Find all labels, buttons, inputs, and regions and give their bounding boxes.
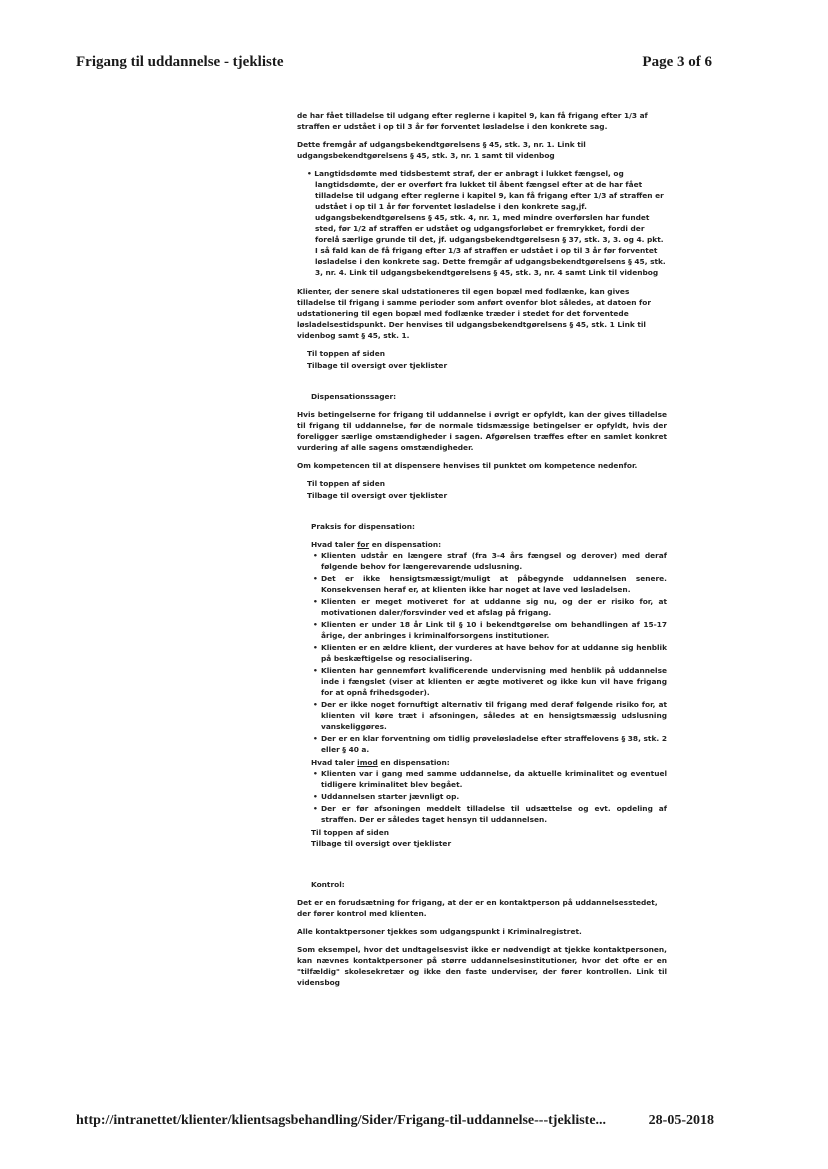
dispensation-heading: Dispensationssager: <box>311 392 397 401</box>
list-item: • Klienten er under 18 år Link til § 10 i bekendtgørelse om behandlingen af 15-17 årige, der anbringes i kriminalforsorgens institutioner. <box>321 619 667 641</box>
page-number: Page 3 of 6 <box>642 54 712 70</box>
link-back-to-checklists-3[interactable]: Tilbage til oversigt over tjeklister <box>311 839 452 848</box>
link-vidensbog[interactable]: Link til vidensbog <box>297 967 668 987</box>
link-back-to-checklists-2[interactable]: Tilbage til oversigt over tjeklister <box>307 491 448 500</box>
praksis-heading: Praksis for dispensation: <box>311 522 415 531</box>
intro-paragraph-1: de har fået tilladelse til udgang efter reglerne i kapitel 9, kan få frigang efter 1/3 af straffen er udstået i op til 3 år før forventet løsladelse i den konkrete sag. <box>297 111 648 131</box>
list-item: • Der er før afsoningen meddelt tilladelse til udsættelse og evt. opdeling af straffen. Der er således taget hensyn til uddannelsen. <box>321 803 667 825</box>
kontrol-paragraph-2: Alle kontaktpersoner tjekkes som udgangspunkt i Kriminalregistret. <box>297 927 582 936</box>
intro-paragraph-2: Dette fremgår af udgangsbekendtgørelsens § 45, stk. 3, nr. 1. Link til udgangsbekendtgørelsens § 45, stk. 3, nr. 1 samt til videnbog <box>297 140 586 160</box>
link-videnbog[interactable]: samt til videnbog <box>481 151 555 160</box>
page-header <box>76 54 712 71</box>
link-videnbog-3[interactable]: Link til videnbog samt <box>297 320 646 340</box>
list-item: • Uddannelsen starter jævnligt op. <box>321 791 667 802</box>
list-item: • Der er en klar forventning om tidlig prøveløsladelse efter straffelovens § 38, stk. 2 eller § 40 a. <box>321 733 667 755</box>
link-to-top[interactable]: Til toppen af siden <box>307 349 385 358</box>
link-back-to-checklists[interactable]: Tilbage til oversigt over tjeklister <box>307 361 448 370</box>
list-item: • Klienten var i gang med samme uddannelse, da aktuelle kriminalitet og eventuel tidligere kriminalitet blev begået. <box>321 768 667 790</box>
praksis-section <box>311 539 667 849</box>
kontrol-heading: Kontrol: <box>311 880 345 889</box>
list-item: • Der er ikke noget fornuftigt alternativ til frigang med deraf følgende risiko for, at klienten vil køre træt i afsoningen, således at en hensigtsmæssig udslusning vanskeliggøres. <box>321 699 667 732</box>
nav-links-2 <box>307 478 667 501</box>
dispensation-paragraph-2: Om kompetencen til at dispensere henvises til punktet om kompetence nedenfor. <box>297 461 638 470</box>
list-item: • Klienten har gennemført kvalificerende undervisning med henblik på uddannelse inde i fængslet (viser at klienten er ægte motiveret og ikke kun vil have frigang for at opnå frihedsgoder). <box>321 665 667 698</box>
link-videnbog-2[interactable]: Link til videnbog <box>588 268 659 277</box>
link-udgangsbekendtgorelse-45-3-4[interactable]: Link til udgangsbekendtgørelsens § 45, stk. 3, nr. 4 samt <box>349 268 586 277</box>
list-item: • Det er ikke hensigtsmæssigt/muligt at påbegynde uddannelsen senere. Konsekvensen heraf er, at klienten ikke har noget at lave ved løsladelsen. <box>321 573 667 595</box>
kontrol-paragraph-3: Som eksempel, hvor det undtagelsesvist ikke er nødvendigt at tjekke kontaktpersonen, kan nævnes kontaktpersoner på større uddannelsesinstitutioner, hvor det ofte er en "tilfældig" skolesekretær og ikke den faste underviser, der fører kontrollen. Link til vidensbog <box>297 945 668 987</box>
link-to-top-3[interactable]: Til toppen af siden <box>311 828 389 837</box>
list-item: • Klienten er meget motiveret for at uddanne sig nu, og der er risiko for, at motivationen daler/forsvinder ved et afslag på frigang. <box>321 596 667 618</box>
footer-date: 28-05-2018 <box>648 1113 714 1128</box>
list-item: • Klienten er en ældre klient, der vurderes at have behov for at uddanne sig henblik på beskæftigelse og resocialisering. <box>321 642 667 664</box>
link-to-top-2[interactable]: Til toppen af siden <box>307 479 385 488</box>
footer-url: http://intranettet/klienter/klientsagsbehandling/Sider/Frigang-til-uddannelse---tjekliste... <box>76 1113 607 1128</box>
intro-bullet: • Langtidsdømte med tidsbestemt straf, der er anbragt i lukket fængsel, og langtidsdømte, der er overført fra lukket til åbent fængsel efter at de har fået tilladelse til udgang efter reglerne i kapitel 9, kan få frigang efter 1/3 af straffen er udstået i op til 1 år før forventet løsladelse i den konkrete sag,jf. udgangsbekendtgørelsens § 45, stk. 4, nr. 1, med mindre overførslen har fundet sted, før 1/2 af straffen er udstået og udgangsforløbet er fremrykket, fordi der forelå særlige grunde til det, jf. udgangsbekendtgørelsesn § 37, stk. 3, 3. og 4. pkt. I så fald kan de få frigang efter 1/3 af straffen er udstået i op til 3 år før forventet løsladelse i den konkrete sag. Dette fremgår af udgangsbekendtgørelsens § 45, stk. 3, nr. 4. Link til udgangsbekendtgørelsens § 45, stk. 3, nr. 4 samt Link til videnbog <box>307 169 666 277</box>
link-udgangsbekendtgorelse-45-3-1[interactable]: Link til udgangsbekendtgørelsens § 45, stk. 3, nr. 1 <box>297 140 586 160</box>
against-list <box>311 768 667 825</box>
for-list <box>311 550 667 755</box>
nav-links-1 <box>307 348 667 371</box>
list-item: • Klienten udstår en længere straf (fra 3-4 års fængsel og derover) med deraf følgende behov for længerevarende udslusning. <box>321 550 667 572</box>
dispensation-paragraph-1: Hvis betingelserne for frigang til uddannelse i øvrigt er opfyldt, kan der gives tilladelse til frigang til uddannelse, før de normale tidsmæssige betingelser er opfyldt, hvis der foreligger særlige omstændigheder i sagen. Afgørelsen træffes efter en samlet konkret vurdering af alle sagens omstændigheder. <box>297 410 667 452</box>
document-body <box>297 110 667 995</box>
link-bekendtgorelse-15-17[interactable]: Link til § 10 i bekendtgørelse om behandlingen af 15-17 årige, der anbringes i kriminalforsorgens institutioner. <box>321 620 668 640</box>
document-title: Frigang til uddannelse - tjekliste <box>76 54 284 70</box>
for-label: Hvad taler for en dispensation: <box>311 540 442 549</box>
against-label: Hvad taler imod en dispensation: <box>311 758 450 767</box>
intro-paragraph-3: Klienter, der senere skal udstationeres til egen bopæl med fodlænke, kan gives tilladelse til frigang i samme perioder som anført ovenfor blot således, at datoen for udstationering til egen bopæl med fodlænke træder i stedet for det forventede løsladelsestidspunkt. Der henvises til udgangsbekendtgørelsens § 45, stk. 1 Link til videnbog samt § 45, stk. 1. <box>297 287 651 340</box>
kontrol-paragraph-1: Det er en forudsætning for frigang, at der er en kontaktperson på uddannelsesstedet, der fører kontrol med klienten. <box>297 898 658 918</box>
page-footer <box>76 1113 714 1129</box>
